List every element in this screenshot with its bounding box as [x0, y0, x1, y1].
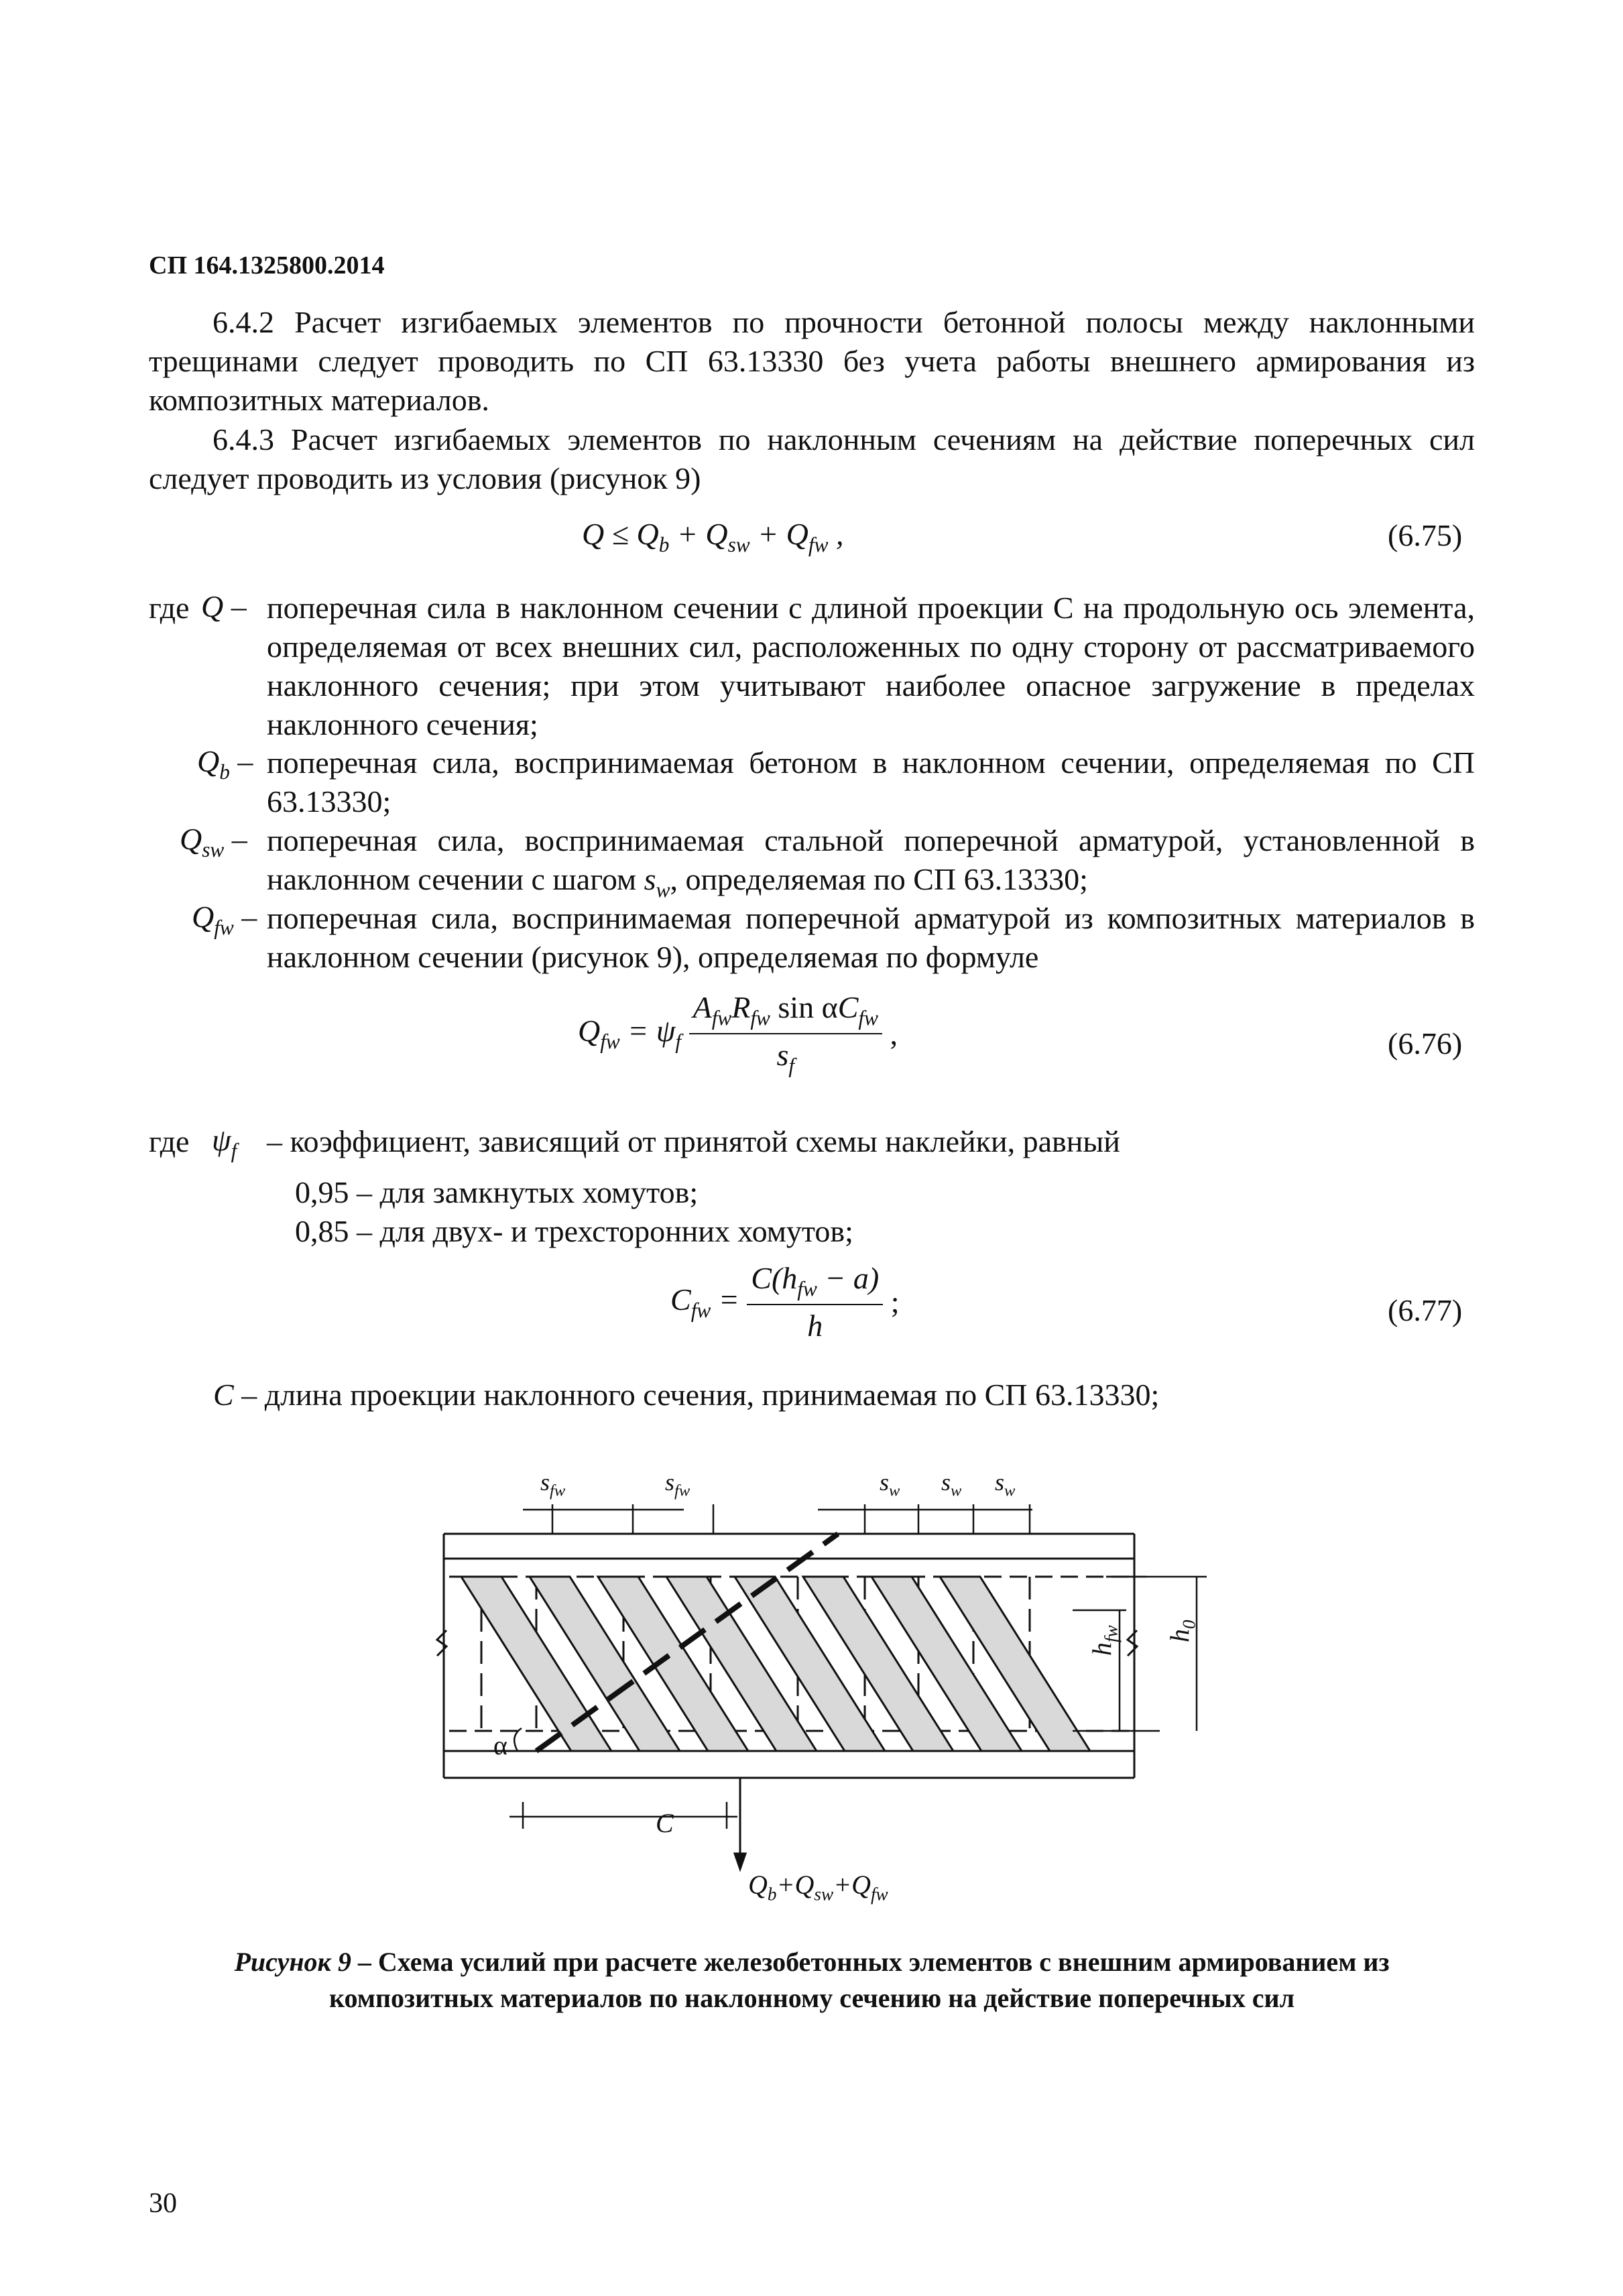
definition-Qfw: поперечная сила, воспринимаемая поперечной арматурой из композитных материалов в наклонном сечении (рисунок 9), определяемая по формуле — [267, 901, 1475, 974]
term-Qsw: $Q_{sw}$ – — [180, 822, 247, 861]
term-Q: Q – — [201, 589, 247, 623]
coefficient-closed: 0,95 – для замкнутых хомутов; — [295, 1175, 699, 1209]
document-code-header: СП 164.1325800.2014 — [149, 251, 385, 280]
composite-strips — [461, 1577, 1090, 1751]
equation-number-6-75: (6.75) — [1388, 518, 1463, 552]
where-label-2: где — [149, 1124, 190, 1158]
label-sw-2: $s_w$ — [941, 1469, 962, 1500]
label-C: C — [656, 1808, 674, 1838]
equation-number-6-76: (6.76) — [1388, 1026, 1463, 1061]
label-force: $Q_b+Q_{sw}+Q_{fw}$ — [748, 1870, 888, 1905]
definition-psi-f: – коэффициент, зависящий от принятой схемы наклейки, равный — [267, 1124, 1120, 1158]
paragraph-6-4-2: 6.4.2 Расчет изгибаемых элементов по прочности бетонной полосы между наклонными трещинами следует проводить по СП 63.13330 без учета работы внешнего армирования из композитных материалов. — [149, 305, 1475, 417]
label-sfw-2: $s_{fw}$ — [665, 1469, 690, 1500]
term-psi-f: $\psi_f$ — [212, 1123, 237, 1162]
equation-number-6-77: (6.77) — [1388, 1293, 1463, 1327]
equation-6-77: $C_{fw}$ = $\frac{C(h_{fw} - a)}{h}$ ; — [670, 1261, 900, 1343]
definition-Qsw: поперечная сила, воспринимаемая стальной поперечной арматурой, установленной в наклонном сечении с шагом $s_w$, определяемая по СП 63.13330; — [267, 823, 1475, 902]
force-arrow — [735, 1778, 745, 1869]
label-sw-3: $s_w$ — [995, 1469, 1016, 1500]
figure-9 — [402, 1461, 1274, 1998]
definition-C: C – длина проекции наклонного сечения, принимаемая по СП 63.13330; — [213, 1378, 1160, 1412]
definition-Q: поперечная сила в наклонном сечении с длиной проекции C на продольную ось элемента, определяемая от всех внешних сил, расположенных по одну сторону от рассматриваемого наклонного сечения; при этом учитывают наиболее опасное загружение в пределах наклонного сечения; — [267, 591, 1475, 741]
term-Qb: $Q_b$ – — [197, 744, 253, 784]
label-alpha: α — [493, 1730, 507, 1760]
equation-6-75: $Q \le Q_b + Q_{sw} + Q_{fw}$ , — [582, 517, 844, 556]
label-sw-1: $s_w$ — [880, 1469, 900, 1500]
label-sfw-1: $s_{fw}$ — [540, 1469, 566, 1500]
label-h0: $h_0$ — [1164, 1620, 1199, 1642]
coefficient-two-three-sided: 0,85 – для двух- и трехсторонних хомутов; — [295, 1214, 853, 1248]
equation-6-76: $Q_{fw} = \psi_f$ $\frac{A_{fw}R_{fw} \sin \alpha C_{fw}}{s_f}$ , — [578, 990, 898, 1077]
page-number: 30 — [149, 2188, 177, 2219]
label-hfw: $h_{fw}$ — [1087, 1625, 1122, 1656]
where-label: где — [149, 591, 190, 625]
definition-Qb: поперечная сила, воспринимаемая бетоном в наклонном сечении, определяемая по СП 63.13330; — [267, 745, 1475, 819]
paragraph-6-4-3: 6.4.3 Расчет изгибаемых элементов по наклонным сечениям на действие поперечных сил следует проводить из условия (рисунок 9) — [149, 422, 1475, 495]
term-Qfw: $Q_{fw}$ – — [192, 900, 257, 939]
figure-9-caption: Рисунок 9 – Схема усилий при расчете железобетонных элементов с внешним армированием из композитных материалов по наклонному сечению на действие поперечных сил — [234, 1947, 1390, 2013]
